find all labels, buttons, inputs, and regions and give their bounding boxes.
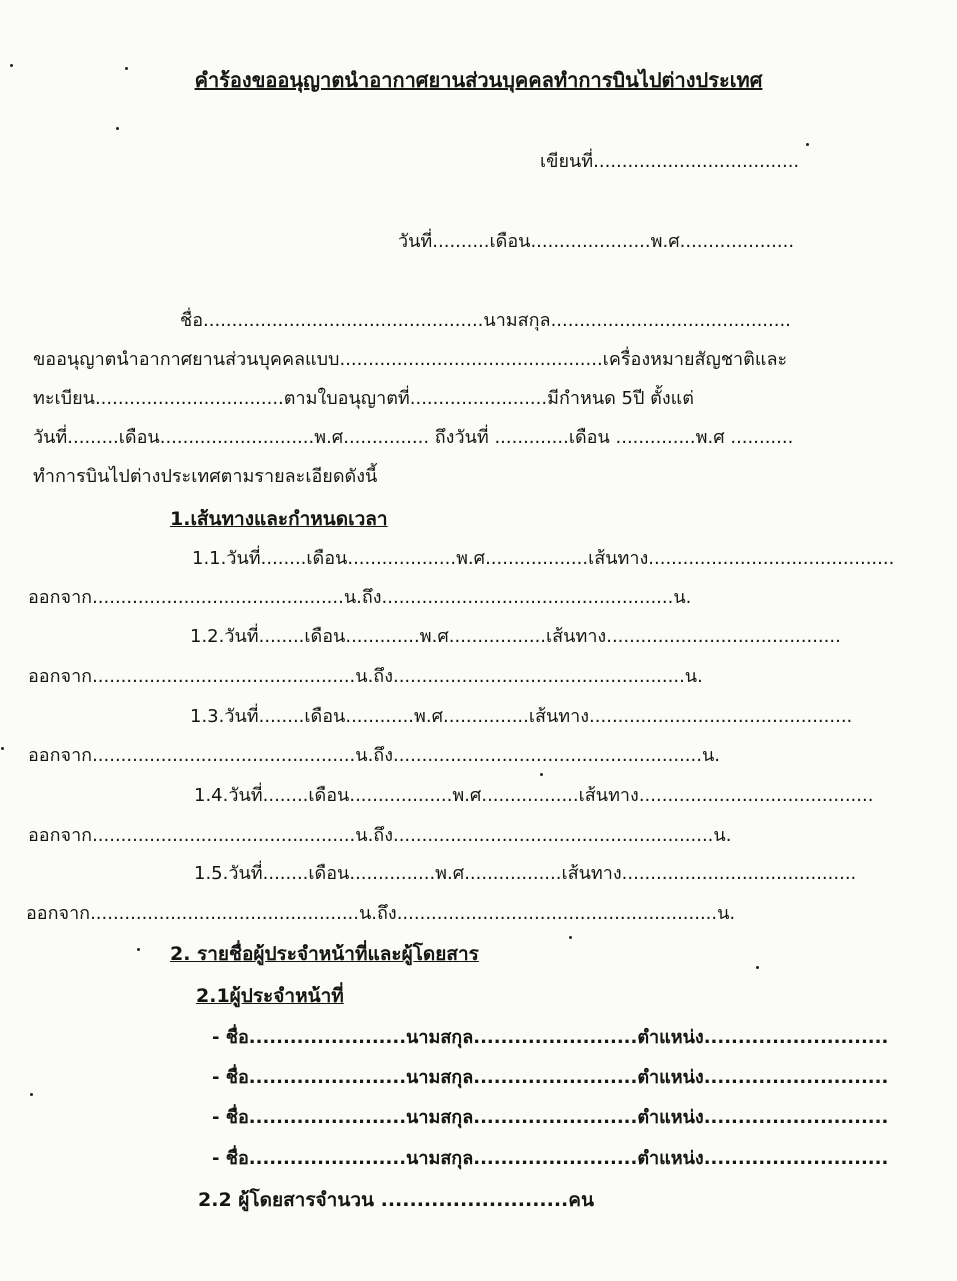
scan-speck bbox=[569, 936, 572, 939]
section1-heading: 1.เส้นทางและกำหนดเวลา bbox=[170, 508, 388, 530]
flight-1-date-line: 1.1.วันที่........เดือน...................พ.ศ..................เส้นทาง........................................... bbox=[192, 548, 895, 569]
crew-line-1: - ชื่อ.......................นามสกุล........................ตำแหน่ง........................... bbox=[212, 1027, 889, 1048]
scan-speck bbox=[125, 67, 128, 70]
scan-speck bbox=[30, 1093, 33, 1096]
period-line: วันที่.........เดือน...........................พ.ศ............... ถึงวันที่ .............เดือน ..............พ.ศ ........... bbox=[33, 427, 794, 448]
request-line: ขออนุญาตนำอากาศยานส่วนบุคคลแบบ..............................................เครื่องหมายสัญชาติและ bbox=[33, 349, 788, 370]
detail-line: ทำการบินไปต่างประเทศตามรายละเอียดดังนี้ bbox=[33, 466, 378, 487]
passenger-count-line: 2.2 ผู้โดยสารจำนวน ..........................คน bbox=[198, 1189, 594, 1211]
flight-5-date-line: 1.5.วันที่........เดือน...............พ.ศ.................เส้นทาง......................................... bbox=[194, 863, 857, 884]
crew-line-4: - ชื่อ.......................นามสกุล........................ตำแหน่ง........................... bbox=[212, 1148, 889, 1169]
applicant-name-line: ชื่อ.................................................นามสกุล.......................................... bbox=[180, 310, 791, 331]
scan-speck bbox=[116, 127, 119, 130]
flight-2-date-line: 1.2.วันที่........เดือน.............พ.ศ.................เส้นทาง......................................... bbox=[190, 626, 841, 647]
flight-3-depart-line: ออกจาก..............................................น.ถึง......................................................น. bbox=[28, 745, 720, 766]
scan-speck bbox=[1, 747, 4, 750]
flight-5-depart-line: ออกจาก...............................................น.ถึง........................................................น. bbox=[26, 903, 736, 924]
crew-line-3: - ชื่อ.......................นามสกุล........................ตำแหน่ง........................... bbox=[212, 1107, 889, 1128]
page-title: คำร้องขออนุญาตนำอากาศยานส่วนบุคคลทำการบินไปต่างประเทศ bbox=[194, 68, 763, 92]
crew-line-2: - ชื่อ.......................นามสกุล........................ตำแหน่ง........................... bbox=[212, 1067, 889, 1088]
flight-4-date-line: 1.4.วันที่........เดือน..................พ.ศ.................เส้นทาง......................................... bbox=[194, 785, 874, 806]
scan-speck bbox=[756, 966, 759, 969]
scan-speck bbox=[806, 143, 809, 146]
written-at-line: เขียนที่.................................... bbox=[540, 151, 800, 172]
date-line: วันที่..........เดือน.....................พ.ศ.................... bbox=[398, 231, 795, 252]
scan-speck bbox=[137, 948, 140, 951]
flight-4-depart-line: ออกจาก..............................................น.ถึง........................................................น. bbox=[28, 825, 732, 846]
crew-heading: 2.1ผู้ประจำหน้าที่ bbox=[196, 985, 344, 1007]
flight-1-depart-line: ออกจาก............................................น.ถึง...................................................น. bbox=[28, 587, 692, 608]
scan-speck bbox=[540, 773, 543, 776]
flight-2-depart-line: ออกจาก..............................................น.ถึง...................................................น. bbox=[28, 666, 703, 687]
section2-heading: 2. รายชื่อผู้ประจำหน้าที่และผู้โดยสาร bbox=[170, 943, 479, 965]
flight-3-date-line: 1.3.วันที่........เดือน............พ.ศ...............เส้นทาง.............................................. bbox=[190, 706, 853, 727]
scan-speck bbox=[10, 64, 13, 67]
registration-line: ทะเบียน.................................ตามใบอนุญาตที่........................มีกำหนด 5ปี ตั้งแต่ bbox=[33, 388, 694, 409]
